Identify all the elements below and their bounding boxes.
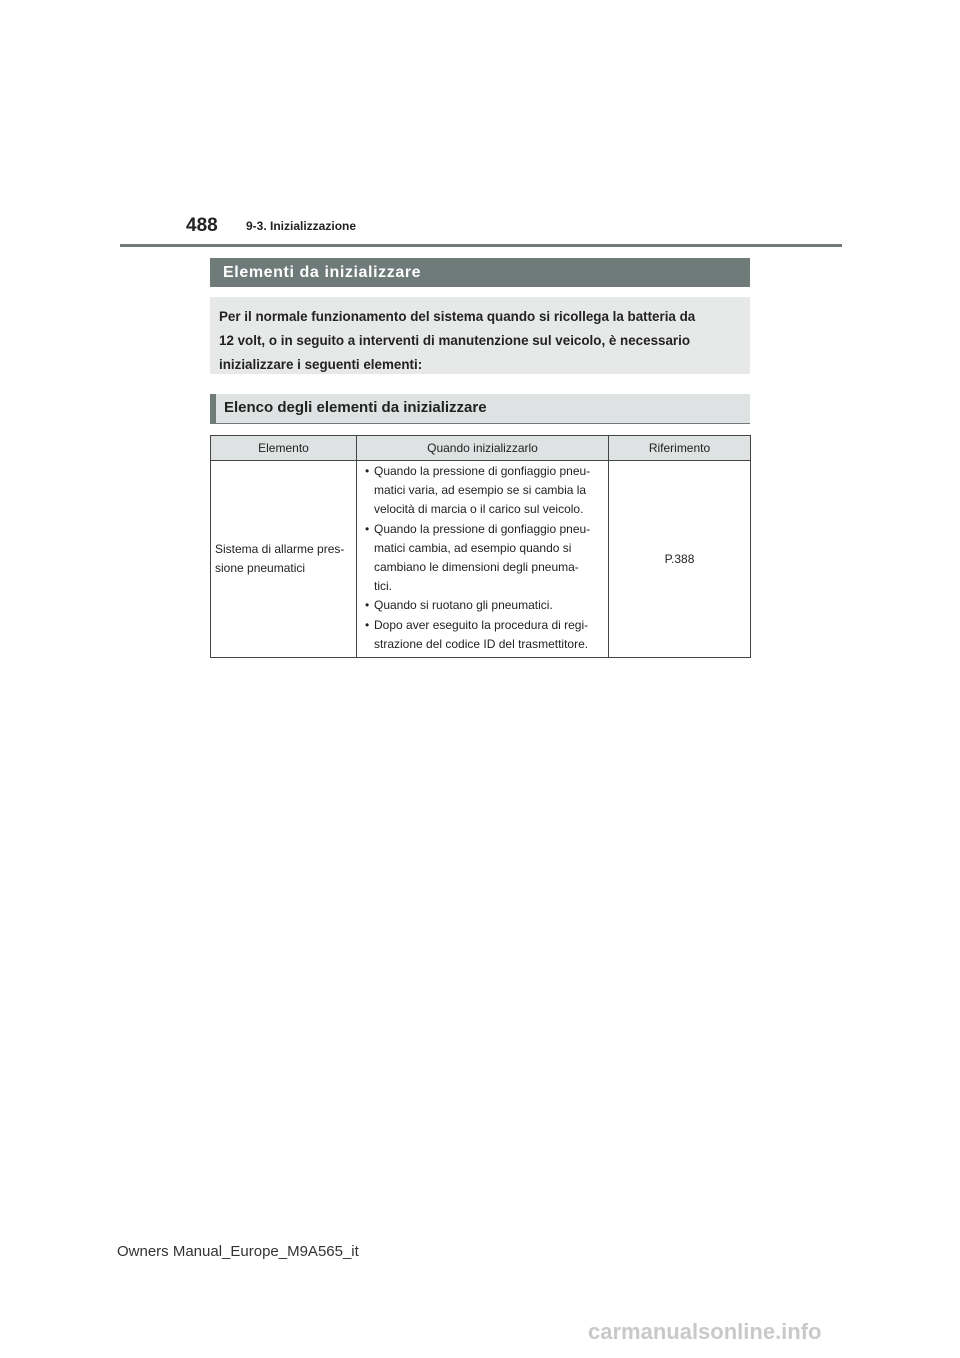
header-divider xyxy=(120,244,842,247)
bullet-text xyxy=(374,520,604,597)
element-line: sione pneumatici xyxy=(215,561,306,576)
intro-box xyxy=(210,297,750,374)
bullet-line: matici cambia, ad esempio quando si xyxy=(374,540,572,555)
table-header-row xyxy=(211,436,751,461)
bullet-marker: • xyxy=(365,521,370,536)
subsection-heading-text: Elenco degli elementi da inizializzare xyxy=(224,399,487,416)
when-cell xyxy=(357,461,609,658)
section-breadcrumb: 9-3. Inizializzazione xyxy=(246,219,357,233)
section-heading-text: Elementi da inizializzare xyxy=(223,263,422,281)
bullet-line: matici varia, ad esempio se si cambia la xyxy=(374,483,587,498)
bullet-line: tici. xyxy=(374,579,392,594)
bullet-text xyxy=(374,616,604,654)
bullet-line: Quando la pressione di gonfiaggio pneu- xyxy=(374,521,591,536)
bullet-line: cambiano le dimensioni degli pneuma- xyxy=(374,560,579,575)
bullet-line: velocità di marcia o il carico sul veicolo. xyxy=(374,502,584,517)
bullet-marker: • xyxy=(365,617,370,632)
bullet-line: strazione del codice ID del trasmettitore. xyxy=(374,636,589,651)
table-row xyxy=(211,461,751,658)
page-number: 488 xyxy=(186,215,218,236)
initialization-table xyxy=(210,435,751,658)
watermark: carmanualsonline.info xyxy=(588,1319,822,1344)
bullet-marker: • xyxy=(365,464,370,478)
bullet-line: Quando la pressione di gonfiaggio pneu- xyxy=(374,464,591,478)
reference-cell xyxy=(609,461,751,658)
bullet-item xyxy=(365,616,604,654)
bullet-line: Dopo aver eseguito la procedura di regi- xyxy=(374,617,589,632)
bullet-item xyxy=(365,596,604,615)
intro-line: Per il normale funzionamento del sistema quando si ricollega la batteria da xyxy=(219,309,696,324)
intro-line: inizializzare i seguenti elementi: xyxy=(219,357,423,372)
bullet-text xyxy=(374,462,604,520)
column-header-when: Quando inizializzarlo xyxy=(357,436,609,461)
intro-line: 12 volt, o in seguito a interventi di manutenzione sul veicolo, è necessario xyxy=(219,333,691,348)
bullet-text xyxy=(374,596,604,615)
element-cell xyxy=(211,461,357,658)
subsection-heading-accent-bar xyxy=(210,394,216,423)
bullet-item xyxy=(365,462,604,520)
bullet-marker: • xyxy=(365,598,370,613)
subsection-heading xyxy=(210,394,750,424)
column-header-element: Elemento xyxy=(211,436,357,461)
bullet-line: Quando si ruotano gli pneumatici. xyxy=(374,598,553,613)
section-heading xyxy=(210,258,750,287)
bullet-item xyxy=(365,520,604,597)
reference-link-text: P.388 xyxy=(664,552,695,567)
footer-document-id: Owners Manual_Europe_M9A565_it xyxy=(117,1243,359,1260)
element-line: Sistema di allarme pres- xyxy=(215,542,345,557)
column-header-reference: Riferimento xyxy=(609,436,751,461)
